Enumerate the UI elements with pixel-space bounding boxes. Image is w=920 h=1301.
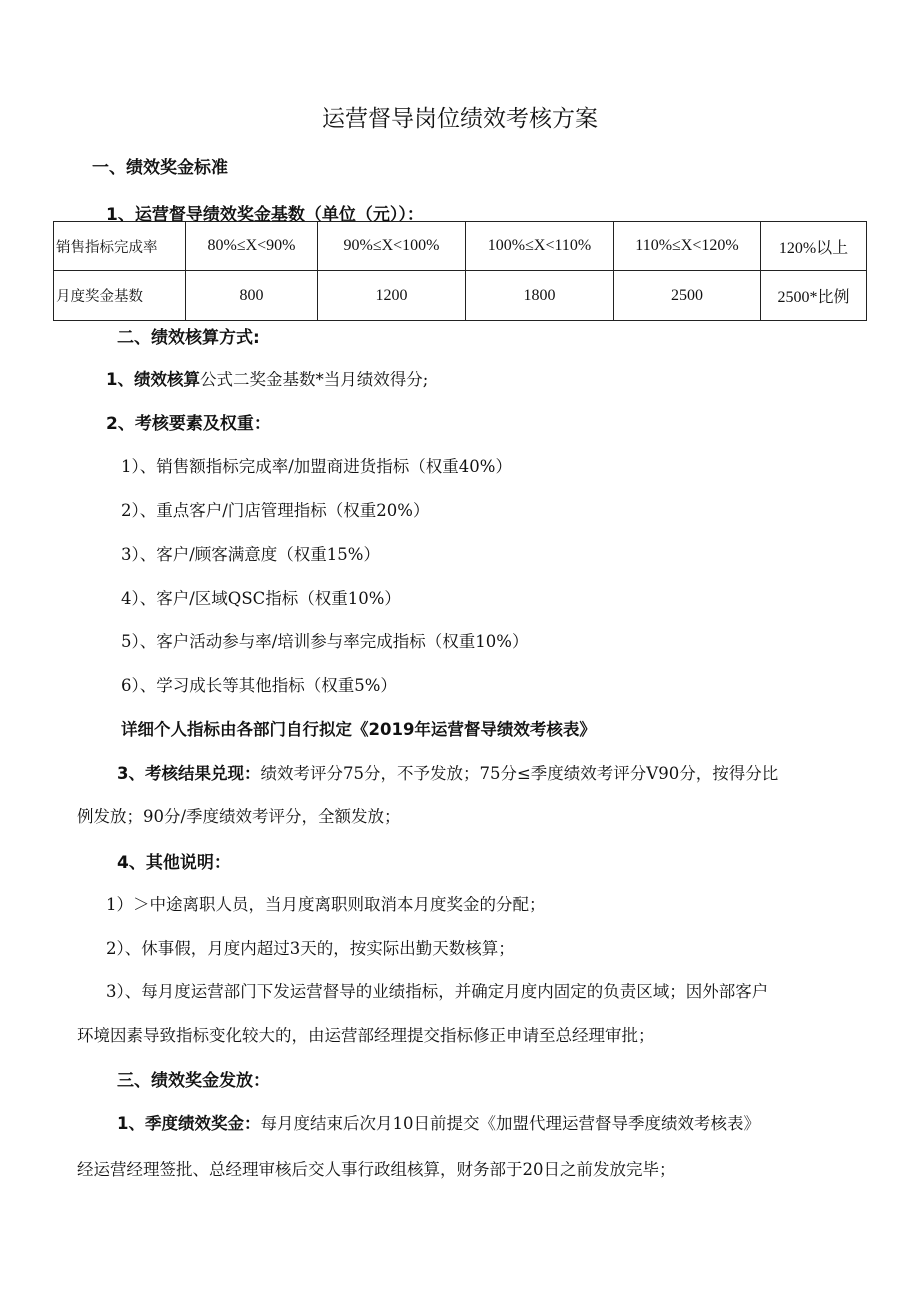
- quarterly-line-1: [117, 1110, 760, 1134]
- other-item-3-line-1: 3）、每月度运营部门下发运营督导的业绩指标，并确定月度内固定的负责区域；因外部客户: [106, 982, 769, 1001]
- quarterly-line-2: 经运营经理签批、总经理审核后交人事行政组核算，财务部于20日之前发放完毕；: [77, 1160, 676, 1179]
- base-cell: 2500*比例: [761, 271, 867, 321]
- list-item: 5）、客户活动参与率/培训参与率完成指标（权重10%）: [121, 632, 529, 651]
- table-row: [54, 222, 867, 271]
- row-label-completion: 销售指标完成率: [54, 222, 186, 271]
- range-cell: 120%以上: [761, 222, 867, 271]
- other-item-1: 1）＞中途离职人员，当月度离职则取消本月度奖金的分配；: [106, 895, 546, 914]
- section-heading-3: 三、绩效奖金发放：: [117, 1071, 270, 1091]
- result-text: 绩效考评分75分，不予发放；75分≤季度绩效考评分V90分，按得分比: [260, 764, 779, 783]
- bonus-base-table: [53, 221, 867, 321]
- page-title: 运营督导岗位绩效考核方案: [322, 106, 598, 132]
- bonus-base-heading: 1、运营督导绩效奖金基数（单位（元））：: [106, 205, 424, 225]
- list-item: 4）、客户/区域QSC指标（权重10%）: [121, 589, 401, 608]
- result-line-2: 例发放；90分/季度绩效考评分，全额发放；: [77, 807, 401, 826]
- list-item: 1）、销售额指标完成率/加盟商进货指标（权重40%）: [121, 457, 512, 476]
- list-item: 3）、客户/顾客满意度（权重15%）: [121, 545, 380, 564]
- other-item-3-line-2: 环境因素导致指标变化较大的，由运营部经理提交指标修正申请至总经理审批；: [77, 1026, 655, 1045]
- base-cell: 2500: [614, 271, 761, 321]
- row-label-bonus: 月度奖金基数: [54, 271, 186, 321]
- range-cell: 90%≤X<100%: [318, 222, 466, 271]
- quarterly-label: 1、季度绩效奖金：: [117, 1114, 261, 1133]
- formula-text: 公式二奖金基数*当月绩效得分;: [199, 370, 429, 389]
- elements-heading: 2、考核要素及权重：: [106, 414, 271, 434]
- base-cell: 1200: [318, 271, 466, 321]
- result-label: 3、考核结果兑现：: [117, 764, 261, 783]
- detail-note: 详细个人指标由各部门自行拟定《2019年运营督导绩效考核表》: [121, 720, 596, 739]
- range-cell: 110%≤X<120%: [614, 222, 761, 271]
- section-heading-1: 一、绩效奖金标准: [92, 158, 228, 178]
- formula-line: [106, 366, 428, 390]
- range-cell: 80%≤X<90%: [186, 222, 318, 271]
- table-row: [54, 271, 867, 321]
- base-cell: 800: [186, 271, 318, 321]
- formula-prefix: 1、绩效核算: [106, 370, 200, 389]
- other-item-2: 2）、休事假，月度内超过3天的，按实际出勤天数核算；: [106, 939, 515, 958]
- quarterly-text: 每月度结束后次月10日前提交《加盟代理运营督导季度绩效考核表》: [260, 1114, 760, 1133]
- range-cell: 100%≤X<110%: [466, 222, 614, 271]
- base-cell: 1800: [466, 271, 614, 321]
- other-heading: 4、其他说明：: [117, 853, 231, 873]
- list-item: 6）、学习成长等其他指标（权重5%）: [121, 676, 397, 695]
- result-line-1: [117, 760, 778, 784]
- list-item: 2）、重点客户/门店管理指标（权重20%）: [121, 501, 430, 520]
- section-heading-2: 二、绩效核算方式:: [117, 328, 260, 348]
